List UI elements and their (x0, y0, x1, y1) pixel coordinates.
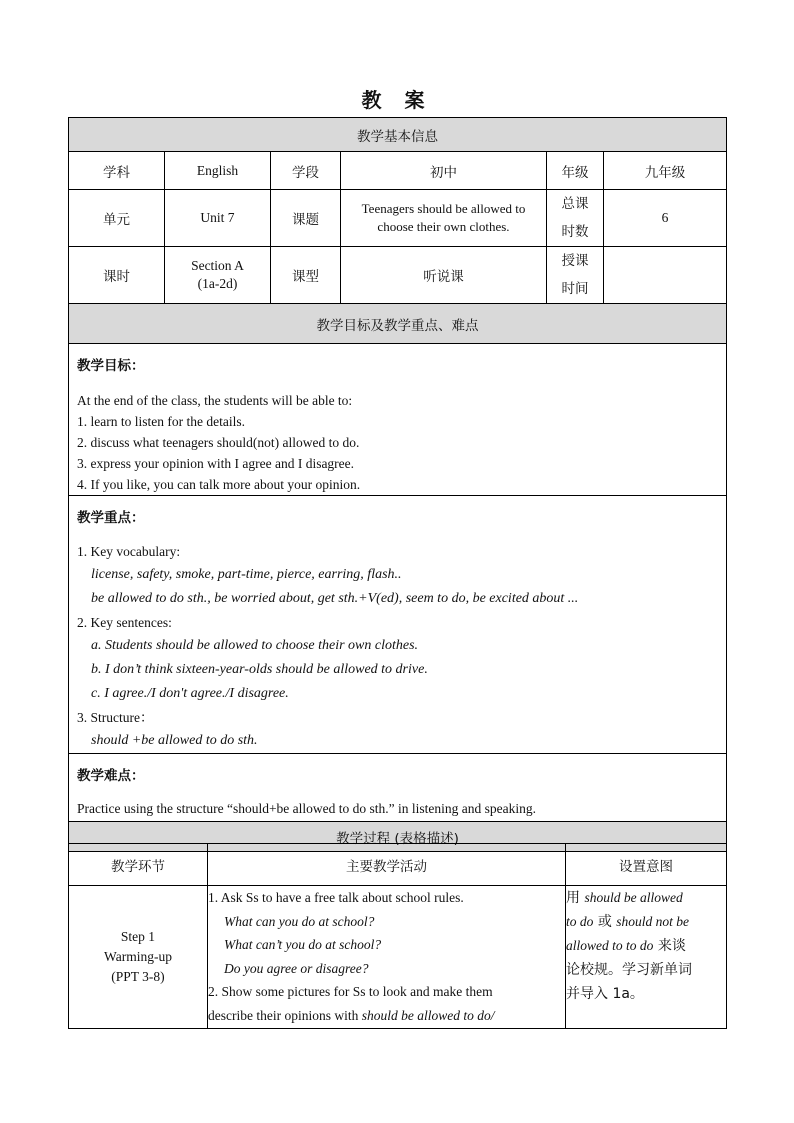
subject-label: 学科 (69, 152, 165, 190)
col-intent-header: 设置意图 (566, 844, 727, 886)
objective-line: 2. discuss what teenagers should(not) allowed to do. (77, 435, 360, 450)
type-label: 课型 (271, 247, 341, 304)
key-points-block (69, 496, 727, 754)
sentence-a: a. Students should be allowed to choose their own clothes. (91, 638, 419, 653)
subject-value: English (165, 152, 271, 190)
step1-intent: 用 should be allowed to do 或 should not be allowed to to do 来谈 论校规。学习新单词 并导入 1a。 (566, 886, 727, 1029)
key-points-heading: 教学重点： (77, 510, 145, 526)
step1-ppt: (PPT 3-8) (111, 969, 165, 984)
step1-sub: Warming-up (104, 949, 172, 964)
activity-question: Do you agree or disagree? (224, 960, 369, 976)
objectives-heading: 教学目标： (77, 358, 145, 374)
objective-line: 4. If you like, you can talk more about your opinion. (77, 477, 361, 492)
activity-question: What can you do at school? (224, 913, 375, 929)
total-label: 总课 时数 (561, 196, 589, 240)
activity-question: What can’t you do at school? (224, 937, 382, 952)
activity-line: 2. Show some pictures for Ss to look and make them (208, 984, 493, 999)
grade-label: 年级 (547, 152, 604, 190)
period-label: 课时 (69, 247, 165, 304)
step1-cell (69, 886, 208, 1029)
activity-line: describe their opinions with should be allowed to do/ (208, 1007, 495, 1023)
vocab-label: 1. Key vocabulary: (77, 544, 181, 559)
structure-label: 3. Structure： (77, 710, 154, 725)
vocab-phrases: be allowed to do sth., be worried about, get sth.+V(ed), seem to do, be excited about ... (91, 591, 579, 606)
process-table (68, 843, 727, 1029)
lesson-plan-table (68, 117, 727, 852)
section-basic-info: 教学基本信息 (69, 118, 727, 152)
col-activity-header: 主要教学活动 (208, 844, 566, 886)
unit-label: 单元 (69, 190, 165, 247)
time-label: 授课 时间 (561, 253, 589, 297)
sentence-c: c. I agree./I don't agree./I disagree. (91, 686, 289, 701)
grade-value: 九年级 (604, 152, 727, 190)
period-value: Section A (1a-2d) (165, 247, 271, 304)
difficulties-heading: 教学难点： (77, 768, 145, 784)
sentences-label: 2. Key sentences: (77, 615, 172, 630)
structure-value: should +be allowed to do sth. (91, 733, 258, 748)
type-value: 听说课 (341, 247, 547, 304)
stage-value: 初中 (341, 152, 547, 190)
topic-label: 课题 (271, 190, 341, 247)
difficulties-text: Practice using the structure “should+be allowed to do sth.” in listening and speaking. (77, 801, 537, 816)
activity-line: 1. Ask Ss to have a free talk about school rules. (208, 890, 464, 905)
vocab-words: license, safety, smoke, part-time, pierce, earring, flash.. (91, 567, 402, 582)
topic-value: Teenagers should be allowed to choose their own clothes. (341, 190, 547, 247)
step1-name: Step 1 (120, 929, 156, 944)
section-goals: 教学目标及教学重点、难点 (69, 304, 727, 344)
col-step-header: 教学环节 (69, 844, 208, 886)
step1-activities (208, 886, 566, 1029)
total-value: 6 (604, 190, 727, 247)
objective-line: At the end of the class, the students will be able to: (77, 393, 353, 408)
objective-line: 3. express your opinion with I agree and I disagree. (77, 456, 355, 471)
stage-label: 学段 (271, 152, 341, 190)
difficulties-block (69, 754, 727, 822)
section-process: 教学过程 (表格描述) (69, 822, 727, 852)
document-title: 教 案 (361, 88, 433, 112)
objective-line: 1. learn to listen for the details. (77, 414, 245, 429)
unit-value: Unit 7 (165, 190, 271, 247)
sentence-b: b. I don’t think sixteen-year-olds should be allowed to drive. (91, 662, 428, 677)
objectives-block (69, 344, 727, 496)
time-value (604, 247, 727, 304)
